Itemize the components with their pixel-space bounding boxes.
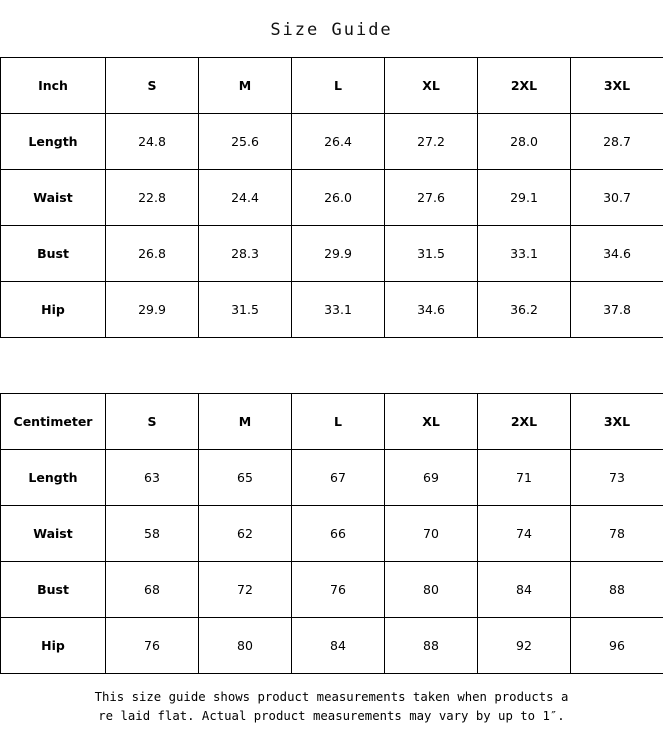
cell-value: 34.6	[385, 281, 478, 337]
cell-value: 26.8	[106, 225, 199, 281]
table-row	[1, 225, 663, 281]
unit-label-centimeter: Centimeter	[1, 393, 106, 449]
column-header-2xl: 2XL	[478, 57, 571, 113]
footnote-line-2: re laid flat. Actual product measurements may vary by up to 1″.	[98, 708, 565, 723]
column-header-l: L	[292, 393, 385, 449]
table-row	[1, 449, 663, 505]
cell-value: 71	[478, 449, 571, 505]
cell-value: 33.1	[478, 225, 571, 281]
cell-value: 27.6	[385, 169, 478, 225]
row-label-hip: Hip	[1, 281, 106, 337]
column-header-l: L	[292, 57, 385, 113]
table-separator	[0, 338, 663, 393]
size-table-centimeter	[0, 393, 663, 674]
cell-value: 58	[106, 505, 199, 561]
cell-value: 80	[199, 617, 292, 673]
cell-value: 80	[385, 561, 478, 617]
cell-value: 84	[292, 617, 385, 673]
row-label-waist: Waist	[1, 169, 106, 225]
cell-value: 63	[106, 449, 199, 505]
cell-value: 66	[292, 505, 385, 561]
cell-value: 24.8	[106, 113, 199, 169]
row-label-bust: Bust	[1, 561, 106, 617]
cell-value: 30.7	[571, 169, 663, 225]
cell-value: 24.4	[199, 169, 292, 225]
table-header-row	[1, 57, 663, 113]
column-header-s: S	[106, 57, 199, 113]
cell-value: 69	[385, 449, 478, 505]
cell-value: 96	[571, 617, 663, 673]
footnote	[0, 674, 663, 726]
column-header-3xl: 3XL	[571, 393, 663, 449]
row-label-waist: Waist	[1, 505, 106, 561]
cell-value: 84	[478, 561, 571, 617]
cell-value: 31.5	[199, 281, 292, 337]
cell-value: 65	[199, 449, 292, 505]
cell-value: 73	[571, 449, 663, 505]
row-label-length: Length	[1, 113, 106, 169]
column-header-2xl: 2XL	[478, 393, 571, 449]
column-header-m: M	[199, 57, 292, 113]
cell-value: 22.8	[106, 169, 199, 225]
cell-value: 88	[385, 617, 478, 673]
cell-value: 70	[385, 505, 478, 561]
cell-value: 74	[478, 505, 571, 561]
table-row	[1, 169, 663, 225]
column-header-s: S	[106, 393, 199, 449]
row-label-bust: Bust	[1, 225, 106, 281]
page-title: Size Guide	[270, 20, 393, 40]
cell-value: 31.5	[385, 225, 478, 281]
cell-value: 29.9	[292, 225, 385, 281]
table-row	[1, 561, 663, 617]
column-header-m: M	[199, 393, 292, 449]
table-row	[1, 281, 663, 337]
table-row	[1, 113, 663, 169]
cell-value: 25.6	[199, 113, 292, 169]
cell-value: 78	[571, 505, 663, 561]
cell-value: 26.0	[292, 169, 385, 225]
cell-value: 36.2	[478, 281, 571, 337]
cell-value: 68	[106, 561, 199, 617]
cell-value: 28.0	[478, 113, 571, 169]
row-label-hip: Hip	[1, 617, 106, 673]
table-header-row	[1, 393, 663, 449]
table-row	[1, 617, 663, 673]
cell-value: 76	[106, 617, 199, 673]
table-row	[1, 505, 663, 561]
cell-value: 29.1	[478, 169, 571, 225]
cell-value: 33.1	[292, 281, 385, 337]
cell-value: 28.7	[571, 113, 663, 169]
row-label-length: Length	[1, 449, 106, 505]
cell-value: 26.4	[292, 113, 385, 169]
cell-value: 72	[199, 561, 292, 617]
cell-value: 34.6	[571, 225, 663, 281]
column-header-xl: XL	[385, 57, 478, 113]
unit-label-inch: Inch	[1, 57, 106, 113]
size-table-inch	[0, 57, 663, 338]
column-header-xl: XL	[385, 393, 478, 449]
footnote-line-1: This size guide shows product measurements taken when products a	[94, 689, 569, 704]
cell-value: 67	[292, 449, 385, 505]
cell-value: 88	[571, 561, 663, 617]
cell-value: 37.8	[571, 281, 663, 337]
cell-value: 29.9	[106, 281, 199, 337]
cell-value: 28.3	[199, 225, 292, 281]
cell-value: 62	[199, 505, 292, 561]
column-header-3xl: 3XL	[571, 57, 663, 113]
cell-value: 92	[478, 617, 571, 673]
cell-value: 27.2	[385, 113, 478, 169]
cell-value: 76	[292, 561, 385, 617]
